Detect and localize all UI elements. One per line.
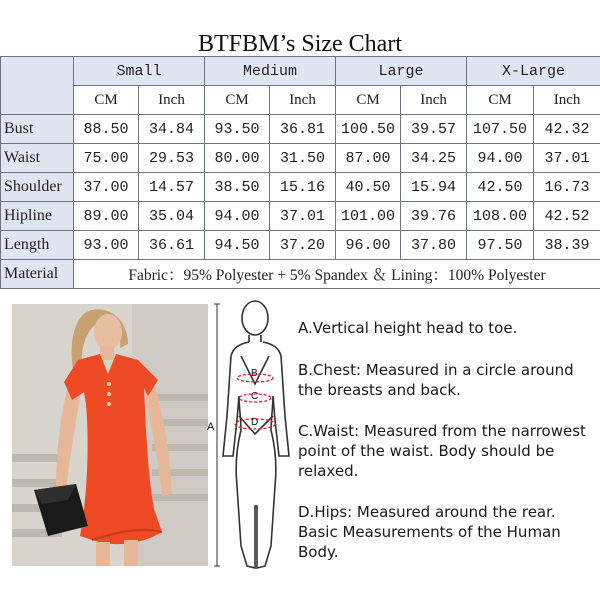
unit-header: CM bbox=[74, 86, 139, 115]
table-cell: 39.57 bbox=[401, 115, 467, 144]
unit-header: Inch bbox=[139, 86, 205, 115]
table-cell: 89.00 bbox=[74, 202, 139, 231]
table-cell: 14.57 bbox=[139, 173, 205, 202]
table-cell: 37.80 bbox=[401, 231, 467, 260]
table-cell: 101.00 bbox=[336, 202, 401, 231]
size-header: Small bbox=[74, 57, 205, 86]
table-cell: 42.32 bbox=[534, 115, 600, 144]
table-cell: 37.00 bbox=[74, 173, 139, 202]
table-cell: 37.20 bbox=[270, 231, 336, 260]
table-cell: 80.00 bbox=[205, 144, 270, 173]
table-cell: 31.50 bbox=[270, 144, 336, 173]
size-table bbox=[0, 56, 600, 289]
row-label: Material bbox=[1, 260, 74, 289]
table-row bbox=[1, 115, 600, 144]
table-cell: 94.50 bbox=[205, 231, 270, 260]
table-row bbox=[1, 202, 600, 231]
label-c: C bbox=[251, 391, 259, 402]
size-header: Large bbox=[336, 57, 467, 86]
table-cell: 88.50 bbox=[74, 115, 139, 144]
model-illustration bbox=[12, 304, 208, 566]
table-cell: 75.00 bbox=[74, 144, 139, 173]
table-cell: 37.01 bbox=[534, 144, 600, 173]
table-cell: 37.01 bbox=[270, 202, 336, 231]
table-cell: 93.00 bbox=[74, 231, 139, 260]
description-c: C.Waist: Measured from the narrowest point of the waist. Body should be relaxed. bbox=[298, 422, 586, 480]
table-cell: 38.39 bbox=[534, 231, 600, 260]
size-header: X-Large bbox=[467, 57, 600, 86]
table-row bbox=[1, 173, 600, 202]
table-cell: 40.50 bbox=[336, 173, 401, 202]
header-corner bbox=[1, 57, 74, 115]
table-cell: 34.84 bbox=[139, 115, 205, 144]
table-cell: 34.25 bbox=[401, 144, 467, 173]
table-cell: 29.53 bbox=[139, 144, 205, 173]
table-cell: 36.81 bbox=[270, 115, 336, 144]
table-cell: 100.50 bbox=[336, 115, 401, 144]
table-cell: 36.61 bbox=[139, 231, 205, 260]
size-header: Medium bbox=[205, 57, 336, 86]
unit-header: CM bbox=[205, 86, 270, 115]
label-b: B bbox=[251, 368, 258, 379]
table-row bbox=[1, 231, 600, 260]
table-cell: 15.94 bbox=[401, 173, 467, 202]
table-cell: 39.76 bbox=[401, 202, 467, 231]
body-outline-diagram bbox=[205, 296, 295, 586]
table-cell: 96.00 bbox=[336, 231, 401, 260]
table-cell: 16.73 bbox=[534, 173, 600, 202]
unit-header: CM bbox=[467, 86, 534, 115]
label-d: D bbox=[251, 417, 259, 428]
label-a: A bbox=[207, 421, 215, 433]
table-cell: 94.00 bbox=[467, 144, 534, 173]
row-label: Length bbox=[1, 231, 74, 260]
table-cell: 87.00 bbox=[336, 144, 401, 173]
description-a: A.Vertical height head to toe. bbox=[298, 319, 518, 337]
unit-header: CM bbox=[336, 86, 401, 115]
table-cell: 107.50 bbox=[467, 115, 534, 144]
table-cell: 94.00 bbox=[205, 202, 270, 231]
table-cell: 108.00 bbox=[467, 202, 534, 231]
table-cell: 15.16 bbox=[270, 173, 336, 202]
table-cell: 93.50 bbox=[205, 115, 270, 144]
row-label: Bust bbox=[1, 115, 74, 144]
unit-header: Inch bbox=[401, 86, 467, 115]
measurement-figure bbox=[205, 296, 295, 586]
material-text: Fabric：95% Polyester + 5% Spandex ＆ Lining：100% Polyester bbox=[74, 260, 600, 289]
row-label: Hipline bbox=[1, 202, 74, 231]
row-label: Shoulder bbox=[1, 173, 74, 202]
table-cell: 42.52 bbox=[534, 202, 600, 231]
unit-header-row bbox=[1, 86, 600, 115]
material-row bbox=[1, 260, 600, 289]
product-photo bbox=[12, 304, 208, 566]
description-d: D.Hips: Measured around the rear. Basic Measurements of the Human Body. bbox=[298, 503, 561, 561]
table-cell: 42.50 bbox=[467, 173, 534, 202]
size-header-row bbox=[1, 57, 600, 86]
table-row bbox=[1, 144, 600, 173]
table-cell: 35.04 bbox=[139, 202, 205, 231]
description-b: B.Chest: Measured in a circle around the breasts and back. bbox=[298, 361, 574, 399]
row-label: Waist bbox=[1, 144, 74, 173]
chart-title: BTFBM’s Size Chart bbox=[197, 31, 402, 57]
unit-header: Inch bbox=[270, 86, 336, 115]
table-cell: 97.50 bbox=[467, 231, 534, 260]
unit-header: Inch bbox=[534, 86, 600, 115]
table-cell: 38.50 bbox=[205, 173, 270, 202]
